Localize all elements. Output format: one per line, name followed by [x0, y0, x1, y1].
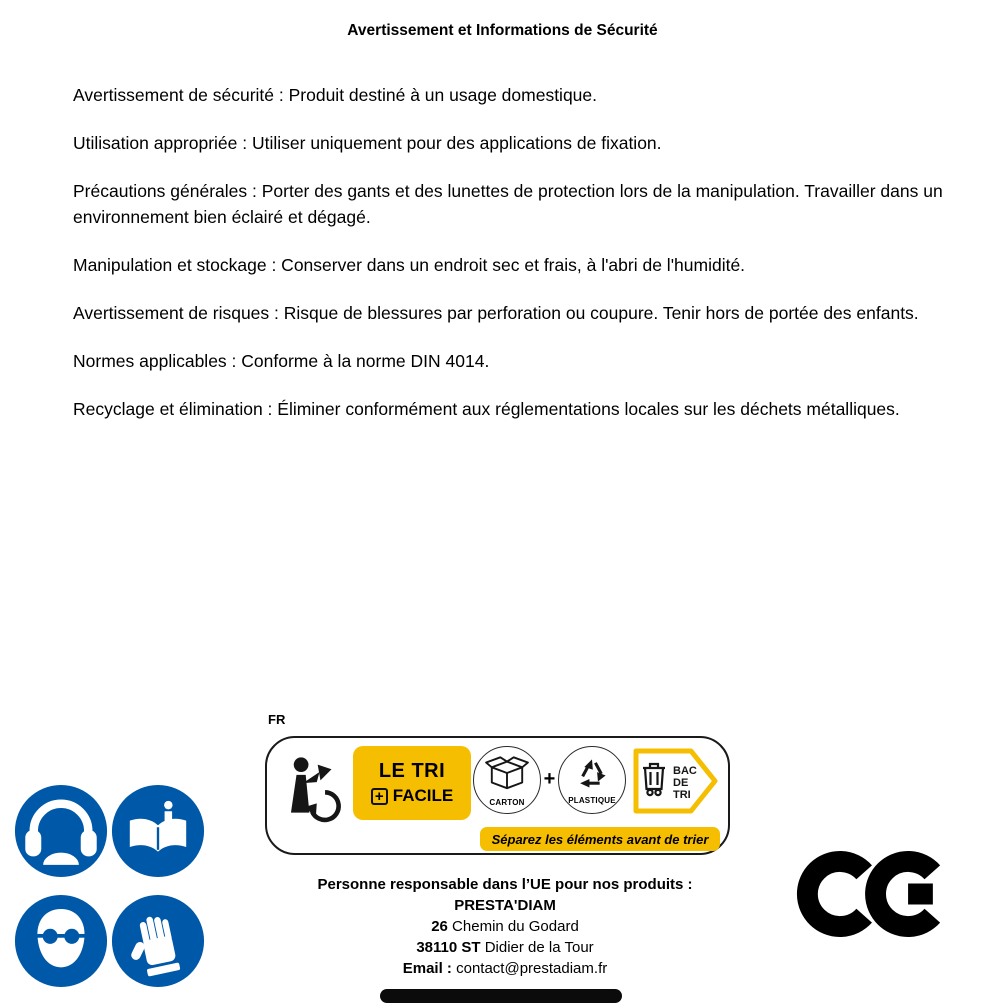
- address-number: 26: [431, 918, 448, 935]
- responsible-line: Personne responsable dans l’UE pour nos produits :: [317, 876, 693, 893]
- le-tri-facile-badge: [353, 746, 471, 820]
- carton-material-circle: [473, 746, 541, 814]
- paragraph-recyclage-elimination: Recyclage et élimination : Éliminer conformément aux réglementations locales sur les déchets métalliques.: [73, 399, 900, 419]
- plus-separator: +: [543, 768, 556, 790]
- bin-label-line3: TRI: [673, 789, 691, 801]
- recycling-arrows-icon: [575, 756, 609, 795]
- city-name: Didier de la Tour: [480, 939, 594, 956]
- company-name: PRESTA'DIAM: [454, 897, 556, 914]
- safety-paragraphs: [73, 82, 965, 444]
- info-tri-recycling-banner: [265, 736, 730, 855]
- address-line-street: [255, 916, 755, 937]
- bac-de-tri-arrow: [633, 747, 719, 820]
- page-title: Avertissement et Informations de Sécurité: [347, 22, 658, 39]
- le-tri-text: LE TRI: [378, 760, 446, 782]
- address-line-city: [255, 937, 755, 958]
- paragraph-manipulation-stockage: Manipulation et stockage : Conserver dans un endroit sec et frais, à l'abri de l'humidité.: [73, 255, 746, 275]
- read-manual-icon: [111, 784, 205, 878]
- paragraph-normes-applicables: Normes applicables : Conforme à la norme DIN 4014.: [73, 351, 490, 371]
- bin-label-line1: BAC: [673, 765, 697, 777]
- paragraph-utilisation-appropriee: Utilisation appropriée : Utiliser uniquement pour des applications de fixation.: [73, 133, 662, 153]
- carton-label: CARTON: [489, 797, 525, 807]
- contact-block: [255, 874, 755, 979]
- facile-text: FACILE: [392, 786, 454, 805]
- ce-mark: [795, 850, 953, 943]
- email-label: Email :: [402, 960, 452, 977]
- postal-code: 38110 ST: [416, 939, 481, 956]
- plus-icon: +: [371, 788, 388, 805]
- paragraph-avertissement-securite: Avertissement de sécurité : Produit destiné à un usage domestique.: [73, 85, 598, 105]
- plastique-label: PLASTIQUE: [568, 795, 616, 805]
- sorting-tagline: Séparez les éléments avant de trier: [480, 827, 720, 851]
- paragraph-avertissement-risques: Avertissement de risques : Risque de blessures par perforation ou coupure. Tenir hors de portée des enfants.: [73, 303, 919, 323]
- facile-row: [371, 786, 453, 806]
- eye-protection-icon: [14, 894, 108, 988]
- bottom-handle-bar: [380, 989, 622, 1003]
- address-street: Chemin du Godard: [447, 918, 579, 935]
- carton-box-icon: [484, 754, 530, 797]
- email-address: contact@prestadiam.fr: [451, 960, 608, 977]
- ear-protection-icon: [14, 784, 108, 878]
- bin-label-line2: DE: [673, 777, 689, 789]
- paragraph-precautions-generales: Précautions générales : Porter des gants et des lunettes de protection lors de la manipulation. Travailler dans un environnement bien éclairé et dégagé.: [73, 181, 943, 227]
- plastique-material-circle: [558, 746, 626, 814]
- country-code-label: FR: [268, 712, 286, 727]
- triman-recycling-icon: [279, 751, 349, 846]
- email-line: [255, 958, 755, 979]
- hand-protection-icon: [111, 894, 205, 988]
